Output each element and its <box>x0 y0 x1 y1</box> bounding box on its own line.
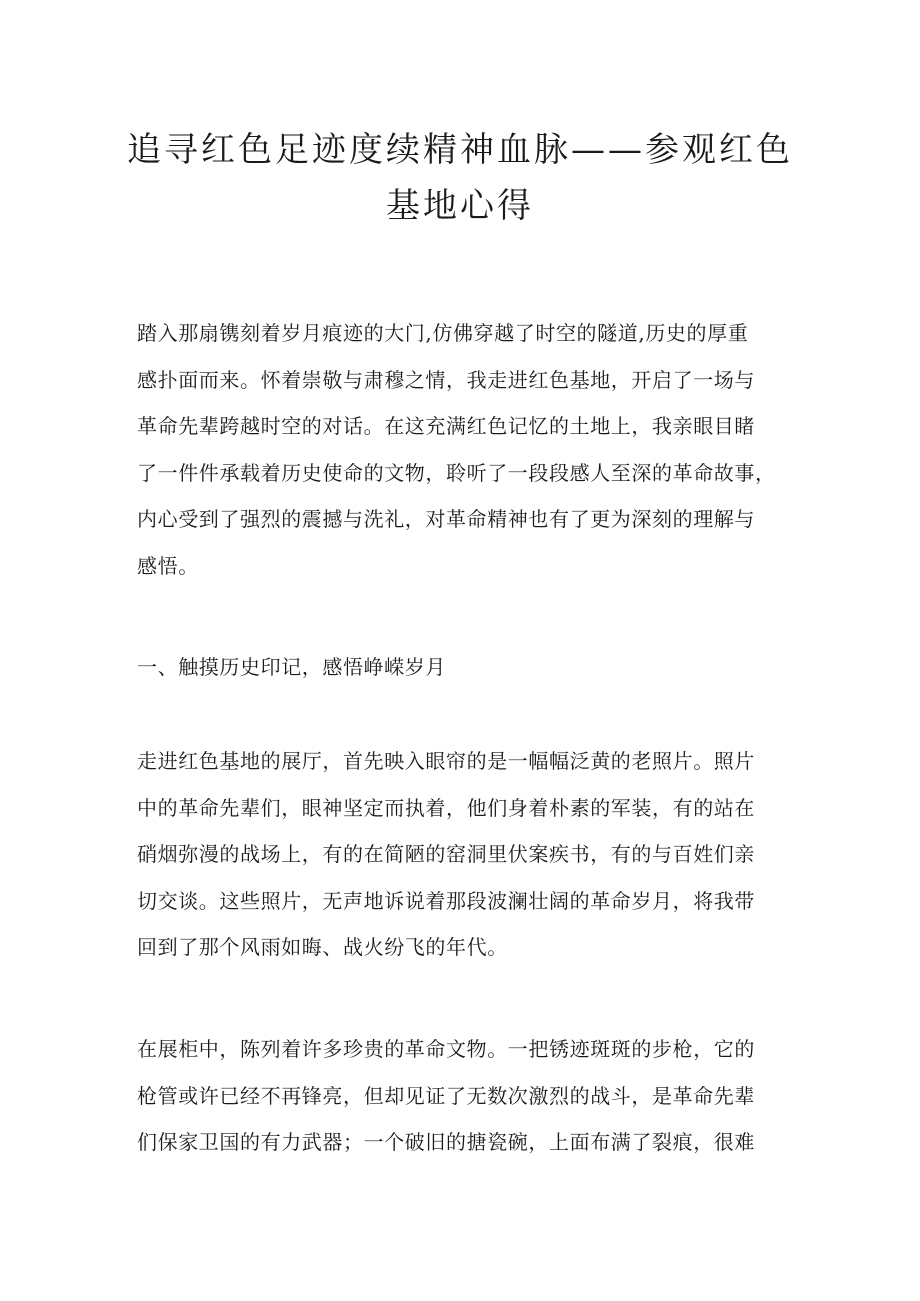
section-heading <box>137 644 787 691</box>
paragraph-line: 感悟。 <box>137 553 199 578</box>
paragraph-artifacts <box>137 1026 787 1166</box>
document-title <box>0 122 920 234</box>
paragraph-line: 走进红色基地的展厅，首先映入眼帘的是一幅幅泛黄的老照片。照片 <box>137 749 755 773</box>
paragraph-line: 了一件件承载着历史使命的文物，聆听了一段段感人至深的革命故事， <box>137 460 776 485</box>
paragraph-line: 们保家卫国的有力武器；一个破旧的搪瓷碗，上面布满了裂痕，很难 <box>137 1130 755 1154</box>
paragraph-line: 内心受到了强烈的震撼与洗礼，对革命精神也有了更为深刻的理解与 <box>137 507 755 531</box>
paragraph-line: 枪管或许已经不再锋亮，但却见证了无数次激烈的战斗，是革命先辈 <box>137 1083 755 1108</box>
paragraph-photos <box>137 738 787 971</box>
paragraph-line: 感扑面而来。怀着崇敬与肃穆之情，我走进红色基地，开启了一场与 <box>137 367 755 392</box>
section-heading-text: 一、触摸历史印记，感悟峥嵘岁月 <box>137 655 446 679</box>
paragraph-line: 踏入那扇镌刻着岁月痕迹的大门,仿佛穿越了时空的隧道,历史的厚重 <box>137 321 749 345</box>
paragraph-line: 切交谈。这些照片，无声地诉说着那段波澜壮阔的革命岁月，将我带 <box>137 888 755 913</box>
paragraph-line: 硝烟弥漫的战场上，有的在简陋的窑洞里伏案疾书，有的与百姓们亲 <box>137 842 755 866</box>
title-line: 基地心得 <box>386 186 534 226</box>
paragraph-intro <box>137 310 787 589</box>
paragraph-line: 回到了那个风雨如晦、战火纷飞的年代。 <box>137 935 508 959</box>
paragraph-line: 革命先辈跨越时空的对话。在这充满红色记忆的土地上，我亲眼目睹 <box>137 414 755 438</box>
title-line: 追寻红色足迹度续精神血脉——参观红色 <box>127 130 793 170</box>
paragraph-line: 中的革命先辈们，眼神坚定而执着，他们身着朴素的军装，有的站在 <box>137 795 755 820</box>
paragraph-line: 在展柜中，陈列着许多珍贵的革命文物。一把锈迹斑斑的步枪，它的 <box>137 1037 755 1061</box>
